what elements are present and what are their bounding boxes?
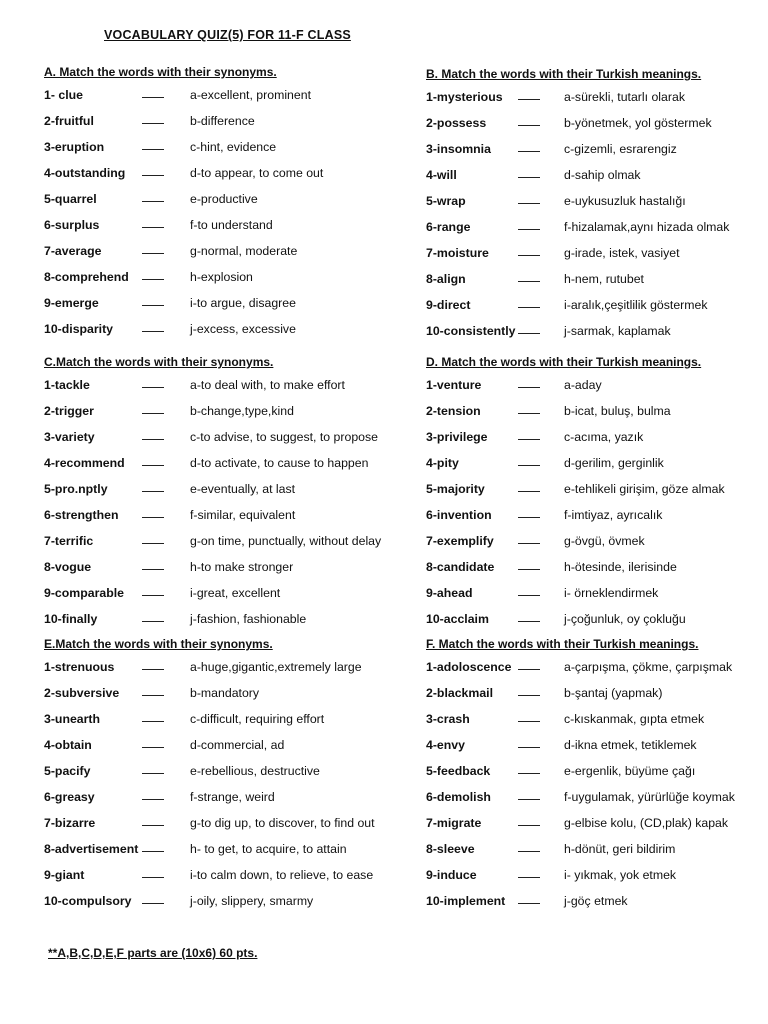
meaning-option: e-ergenlik, büyüme çağı <box>564 764 696 778</box>
match-row <box>44 706 416 732</box>
meaning-option: a-aday <box>564 378 602 392</box>
match-row <box>44 758 416 784</box>
match-row <box>44 680 416 706</box>
answer-blank[interactable] <box>518 810 540 826</box>
match-row <box>426 110 762 136</box>
vocab-word: 9-direct <box>426 298 471 312</box>
vocab-word: 1-venture <box>426 378 482 392</box>
answer-blank[interactable] <box>142 238 164 254</box>
vocab-word: 6-demolish <box>426 790 491 804</box>
vocab-word: 10-disparity <box>44 322 114 336</box>
vocab-word: 8-vogue <box>44 560 92 574</box>
vocab-word: 6-invention <box>426 508 492 522</box>
answer-blank[interactable] <box>518 136 540 152</box>
vocab-word: 2-blackmail <box>426 686 493 700</box>
match-row <box>426 528 762 554</box>
answer-blank[interactable] <box>142 836 164 852</box>
answer-blank[interactable] <box>142 862 164 878</box>
match-row <box>44 654 416 680</box>
meaning-option: f-hizalamak,aynı hizada olmak <box>564 220 730 234</box>
vocab-word: 3-insomnia <box>426 142 491 156</box>
section-f <box>426 634 762 914</box>
vocab-word: 6-surplus <box>44 218 100 232</box>
vocab-word: 4-will <box>426 168 457 182</box>
section-heading: A. Match the words with their synonyms. <box>44 65 277 79</box>
answer-blank[interactable] <box>142 784 164 800</box>
meaning-option: a-sürekli, tutarlı olarak <box>564 90 685 104</box>
match-row <box>44 212 416 238</box>
match-row <box>426 424 762 450</box>
vocab-word: 1- clue <box>44 88 83 102</box>
answer-blank[interactable] <box>142 108 164 124</box>
meaning-option: i-to argue, disagree <box>190 296 296 310</box>
answer-blank[interactable] <box>518 528 540 544</box>
vocab-word: 9-giant <box>44 868 85 882</box>
vocab-word: 3-unearth <box>44 712 101 726</box>
answer-blank[interactable] <box>518 606 540 622</box>
meaning-option: b-difference <box>190 114 255 128</box>
vocab-word: 2-fruitful <box>44 114 94 128</box>
meaning-option: c-difficult, requiring effort <box>190 712 325 726</box>
match-row <box>426 810 762 836</box>
section-heading: B. Match the words with their Turkish meanings. <box>426 67 702 81</box>
vocab-word: 5-wrap <box>426 194 466 208</box>
answer-blank[interactable] <box>142 706 164 722</box>
meaning-option: d-commercial, ad <box>190 738 285 752</box>
vocab-word: 7-average <box>44 244 102 258</box>
vocab-word: 8-sleeve <box>426 842 475 856</box>
match-row <box>426 266 762 292</box>
meaning-option: a-çarpışma, çökme, çarpışmak <box>564 660 733 674</box>
meaning-option: c-gizemli, esrarengiz <box>564 142 677 156</box>
vocab-word: 10-consistently <box>426 324 516 338</box>
answer-blank[interactable] <box>518 654 540 670</box>
vocab-word: 10-finally <box>44 612 98 626</box>
meaning-option: j-fashion, fashionable <box>190 612 307 626</box>
match-row <box>44 424 416 450</box>
section-c <box>44 352 416 634</box>
match-row <box>426 292 762 318</box>
meaning-option: e-tehlikeli girişim, göze almak <box>564 482 725 496</box>
meaning-option: f-uygulamak, yürürlüğe koymak <box>564 790 735 804</box>
answer-blank[interactable] <box>518 862 540 878</box>
meaning-option: i-aralık,çeşitlilik göstermek <box>564 298 708 312</box>
answer-blank[interactable] <box>518 240 540 256</box>
column-left <box>44 62 416 914</box>
match-row <box>426 372 762 398</box>
meaning-option: g-on time, punctually, without delay <box>190 534 382 548</box>
section-b <box>426 64 762 352</box>
meaning-option: b-icat, buluş, bulma <box>564 404 671 418</box>
answer-blank[interactable] <box>142 528 164 544</box>
vocab-word: 5-pro.nptly <box>44 482 108 496</box>
answer-blank[interactable] <box>142 264 164 280</box>
answer-blank[interactable] <box>142 888 164 904</box>
vocab-word: 4-outstanding <box>44 166 126 180</box>
answer-blank[interactable] <box>518 84 540 100</box>
match-row <box>426 318 762 344</box>
match-row <box>44 134 416 160</box>
points-note: **A,B,C,D,E,F parts are (10x6) 60 pts. <box>48 946 258 960</box>
meaning-option: d-to appear, to come out <box>190 166 324 180</box>
meaning-option: e-rebellious, destructive <box>190 764 320 778</box>
vocab-word: 8-align <box>426 272 466 286</box>
vocab-word: 7-terrific <box>44 534 94 548</box>
meaning-option: h-explosion <box>190 270 253 284</box>
vocab-word: 2-tension <box>426 404 481 418</box>
match-row <box>44 732 416 758</box>
answer-blank[interactable] <box>518 292 540 308</box>
meaning-option: g-normal, moderate <box>190 244 298 258</box>
answer-blank[interactable] <box>142 606 164 622</box>
vocab-word: 1-adoloscence <box>426 660 512 674</box>
vocab-word: 2-subversive <box>44 686 120 700</box>
answer-blank[interactable] <box>518 162 540 178</box>
section-d <box>426 352 762 634</box>
match-row <box>44 554 416 580</box>
match-row <box>426 554 762 580</box>
answer-blank[interactable] <box>518 476 540 492</box>
meaning-option: d-sahip olmak <box>564 168 641 182</box>
meaning-option: e-eventually, at last <box>190 482 296 496</box>
vocab-word: 6-greasy <box>44 790 95 804</box>
vocab-word: 3-crash <box>426 712 470 726</box>
meaning-option: h- to get, to acquire, to attain <box>190 842 347 856</box>
meaning-option: f-imtiyaz, ayrıcalık <box>564 508 663 522</box>
match-row <box>426 188 762 214</box>
answer-blank[interactable] <box>142 134 164 150</box>
meaning-option: j-çoğunluk, oy çokluğu <box>564 612 686 626</box>
vocab-word: 9-comparable <box>44 586 124 600</box>
match-row <box>426 398 762 424</box>
vocab-word: 7-exemplify <box>426 534 494 548</box>
meaning-option: c-hint, evidence <box>190 140 277 154</box>
section-heading: D. Match the words with their Turkish meanings. <box>426 355 702 369</box>
answer-blank[interactable] <box>142 654 164 670</box>
match-row <box>44 290 416 316</box>
match-row <box>426 240 762 266</box>
match-row <box>44 862 416 888</box>
meaning-option: e-uykusuzluk hastalığı <box>564 194 686 208</box>
vocab-word: 4-recommend <box>44 456 125 470</box>
answer-blank[interactable] <box>142 554 164 570</box>
column-right <box>426 64 762 914</box>
vocab-word: 1-mysterious <box>426 90 503 104</box>
match-row <box>44 450 416 476</box>
match-row <box>426 732 762 758</box>
vocab-word: 10-compulsory <box>44 894 132 908</box>
vocab-word: 5-feedback <box>426 764 491 778</box>
vocab-word: 1-strenuous <box>44 660 115 674</box>
vocab-word: 9-induce <box>426 868 477 882</box>
answer-blank[interactable] <box>518 554 540 570</box>
vocab-word: 6-range <box>426 220 471 234</box>
answer-blank[interactable] <box>142 398 164 414</box>
meaning-option: e-productive <box>190 192 258 206</box>
section-e <box>44 634 416 914</box>
vocab-word: 2-trigger <box>44 404 94 418</box>
match-row <box>426 784 762 810</box>
vocab-word: 1-tackle <box>44 378 90 392</box>
answer-blank[interactable] <box>518 888 540 904</box>
match-row <box>426 450 762 476</box>
vocab-word: 9-emerge <box>44 296 99 310</box>
vocab-word: 5-pacify <box>44 764 91 778</box>
meaning-option: i- örneklendirmek <box>564 586 659 600</box>
meaning-option: b-mandatory <box>190 686 260 700</box>
answer-blank[interactable] <box>518 836 540 852</box>
meaning-option: b-şantaj (yapmak) <box>564 686 663 700</box>
vocab-word: 8-advertisement <box>44 842 139 856</box>
meaning-option: j-excess, excessive <box>190 322 296 336</box>
match-row <box>44 372 416 398</box>
vocab-word: 4-envy <box>426 738 465 752</box>
meaning-option: g-irade, istek, vasiyet <box>564 246 680 260</box>
answer-blank[interactable] <box>142 680 164 696</box>
vocab-word: 10-acclaim <box>426 612 489 626</box>
meaning-option: c-to advise, to suggest, to propose <box>190 430 378 444</box>
meaning-option: b-yönetmek, yol göstermek <box>564 116 712 130</box>
match-row <box>44 528 416 554</box>
section-heading: C.Match the words with their synonyms. <box>44 355 274 369</box>
answer-blank[interactable] <box>518 680 540 696</box>
answer-blank[interactable] <box>518 758 540 774</box>
answer-blank[interactable] <box>518 372 540 388</box>
meaning-option: j-sarmak, kaplamak <box>564 324 671 338</box>
answer-blank[interactable] <box>142 502 164 518</box>
meaning-option: i- yıkmak, yok etmek <box>564 868 677 882</box>
match-row <box>426 476 762 502</box>
vocab-word: 8-comprehend <box>44 270 129 284</box>
match-row <box>426 706 762 732</box>
meaning-option: f-similar, equivalent <box>190 508 296 522</box>
answer-blank[interactable] <box>518 706 540 722</box>
answer-blank[interactable] <box>518 732 540 748</box>
answer-blank[interactable] <box>518 214 540 230</box>
vocab-word: 9-ahead <box>426 586 473 600</box>
match-row <box>44 784 416 810</box>
meaning-option: h-dönüt, geri bildirim <box>564 842 676 856</box>
meaning-option: g-övgü, övmek <box>564 534 645 548</box>
meaning-option: d-gerilim, gerginlik <box>564 456 664 470</box>
answer-blank[interactable] <box>518 424 540 440</box>
vocab-word: 7-bizarre <box>44 816 96 830</box>
answer-blank[interactable] <box>142 580 164 596</box>
section-heading: E.Match the words with their synonyms. <box>44 637 273 651</box>
match-row <box>44 108 416 134</box>
meaning-option: j-oily, slippery, smarmy <box>190 894 314 908</box>
vocab-word: 5-quarrel <box>44 192 97 206</box>
meaning-option: d-to activate, to cause to happen <box>190 456 369 470</box>
match-row <box>426 136 762 162</box>
match-row <box>44 238 416 264</box>
answer-blank[interactable] <box>518 318 540 334</box>
vocab-word: 6-strengthen <box>44 508 119 522</box>
match-row <box>426 758 762 784</box>
vocab-word: 4-pity <box>426 456 459 470</box>
match-row <box>426 84 762 110</box>
vocab-word: 3-privilege <box>426 430 488 444</box>
answer-blank[interactable] <box>518 188 540 204</box>
answer-blank[interactable] <box>142 476 164 492</box>
vocab-word: 3-variety <box>44 430 95 444</box>
answer-blank[interactable] <box>518 110 540 126</box>
match-row <box>44 836 416 862</box>
match-row <box>426 580 762 606</box>
quiz-title: VOCABULARY QUIZ(5) FOR 11-F CLASS <box>104 28 351 42</box>
match-row <box>426 862 762 888</box>
vocab-word: 7-migrate <box>426 816 482 830</box>
meaning-option: i-to calm down, to relieve, to ease <box>190 868 374 882</box>
answer-blank[interactable] <box>142 372 164 388</box>
match-row <box>44 810 416 836</box>
meaning-option: a-to deal with, to make effort <box>190 378 345 392</box>
answer-blank[interactable] <box>518 580 540 596</box>
match-row <box>44 186 416 212</box>
match-row <box>426 214 762 240</box>
meaning-option: j-göç etmek <box>564 894 628 908</box>
answer-blank[interactable] <box>142 212 164 228</box>
answer-blank[interactable] <box>142 424 164 440</box>
answer-blank[interactable] <box>142 82 164 98</box>
match-row <box>44 160 416 186</box>
answer-blank[interactable] <box>518 450 540 466</box>
answer-blank[interactable] <box>518 502 540 518</box>
section-a <box>44 62 416 352</box>
match-row <box>44 580 416 606</box>
answer-blank[interactable] <box>518 398 540 414</box>
meaning-option: c-acıma, yazık <box>564 430 644 444</box>
match-row <box>426 654 762 680</box>
match-row <box>426 606 762 632</box>
match-row <box>426 680 762 706</box>
answer-blank[interactable] <box>518 266 540 282</box>
match-row <box>44 398 416 424</box>
vocab-word: 2-possess <box>426 116 487 130</box>
match-row <box>44 888 416 914</box>
section-heading: F. Match the words with their Turkish meanings. <box>426 637 699 651</box>
answer-blank[interactable] <box>142 450 164 466</box>
meaning-option: g-to dig up, to discover, to find out <box>190 816 375 830</box>
match-row <box>426 888 762 914</box>
meaning-option: h-nem, rutubet <box>564 272 644 286</box>
answer-blank[interactable] <box>142 316 164 332</box>
match-row <box>44 82 416 108</box>
meaning-option: c-kıskanmak, gıpta etmek <box>564 712 705 726</box>
match-row <box>426 502 762 528</box>
match-row <box>44 316 416 342</box>
vocab-word: 3-eruption <box>44 140 105 154</box>
match-row <box>426 162 762 188</box>
vocab-word: 4-obtain <box>44 738 92 752</box>
match-row <box>44 606 416 632</box>
match-row <box>44 476 416 502</box>
vocab-word: 10-implement <box>426 894 506 908</box>
answer-blank[interactable] <box>142 160 164 176</box>
vocab-word: 8-candidate <box>426 560 495 574</box>
meaning-option: f-to understand <box>190 218 273 232</box>
meaning-option: i-great, excellent <box>190 586 281 600</box>
answer-blank[interactable] <box>142 732 164 748</box>
meaning-option: a-excellent, prominent <box>190 88 311 102</box>
answer-blank[interactable] <box>518 784 540 800</box>
meaning-option: b-change,type,kind <box>190 404 294 418</box>
vocab-word: 7-moisture <box>426 246 489 260</box>
meaning-option: f-strange, weird <box>190 790 275 804</box>
meaning-option: a-huge,gigantic,extremely large <box>190 660 362 674</box>
answer-blank[interactable] <box>142 758 164 774</box>
answer-blank[interactable] <box>142 290 164 306</box>
meaning-option: h-to make stronger <box>190 560 294 574</box>
answer-blank[interactable] <box>142 810 164 826</box>
vocab-word: 5-majority <box>426 482 485 496</box>
match-row <box>426 836 762 862</box>
answer-blank[interactable] <box>142 186 164 202</box>
meaning-option: d-ikna etmek, tetiklemek <box>564 738 697 752</box>
match-row <box>44 264 416 290</box>
meaning-option: g-elbise kolu, (CD,plak) kapak <box>564 816 729 830</box>
match-row <box>44 502 416 528</box>
meaning-option: h-ötesinde, ilerisinde <box>564 560 677 574</box>
